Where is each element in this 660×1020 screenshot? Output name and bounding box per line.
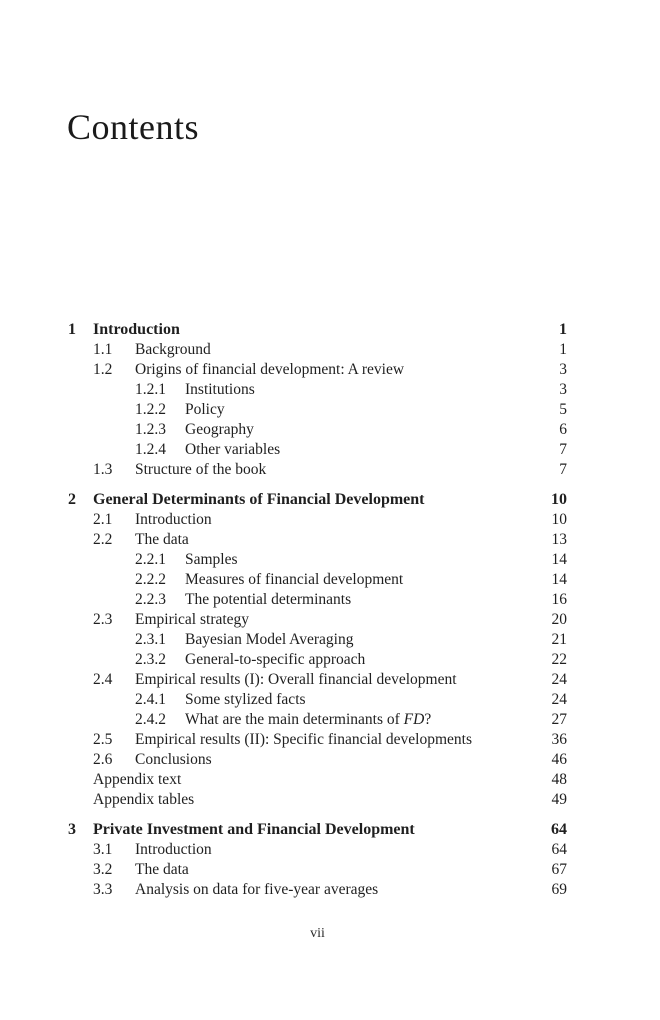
entry-page-number: 3 <box>559 361 567 378</box>
entry-page-number: 69 <box>551 881 567 898</box>
entry-page-number: 67 <box>551 861 567 878</box>
entry-page-number: 1 <box>559 341 567 358</box>
toc-row <box>68 730 567 750</box>
entry-number: 2.4.2 <box>135 711 166 728</box>
toc-chapter <box>68 320 567 480</box>
entry-number: 1.2.2 <box>135 401 166 418</box>
toc-row <box>68 630 567 650</box>
entry-number: 2.4 <box>93 671 113 688</box>
toc-row <box>68 670 567 690</box>
entry-title: Empirical results (II): Specific financial developments <box>135 731 473 748</box>
toc-row <box>68 860 567 880</box>
entry-title: General-to-specific approach <box>185 651 366 668</box>
entry-title: Policy <box>185 401 225 418</box>
chapter-page-number: 64 <box>551 821 567 838</box>
toc-row <box>68 400 567 420</box>
entry-page-number: 48 <box>551 771 567 788</box>
entry-title: Appendix tables <box>93 791 195 808</box>
toc-chapter-heading-row <box>68 820 567 840</box>
toc-chapter-heading-row <box>68 490 567 510</box>
entry-page-number: 7 <box>559 461 567 478</box>
entry-number: 2.4.1 <box>135 691 166 708</box>
entry-title: Bayesian Model Averaging <box>185 631 354 648</box>
page-title: Contents <box>67 107 200 148</box>
entry-title: Introduction <box>135 511 212 528</box>
entry-number: 2.3 <box>93 611 113 628</box>
entry-number: 1.2.4 <box>135 441 166 458</box>
chapter-page-number: 1 <box>559 321 567 338</box>
chapter-title: Introduction <box>93 321 180 338</box>
entry-page-number: 3 <box>559 381 567 398</box>
entry-page-number: 14 <box>551 551 567 568</box>
entry-title: Other variables <box>185 441 281 458</box>
toc-row <box>68 510 567 530</box>
toc-row <box>68 790 567 810</box>
toc-row <box>68 840 567 860</box>
toc-chapter-heading-row <box>68 320 567 340</box>
toc-row <box>68 530 567 550</box>
entry-title: Conclusions <box>135 751 212 768</box>
entry-page-number: 5 <box>559 401 567 418</box>
entry-number: 3.3 <box>93 881 113 898</box>
entry-title: Origins of financial development: A review <box>135 361 405 378</box>
footer-page-number: vii <box>310 926 325 941</box>
entry-title: Empirical results (I): Overall financial development <box>135 671 457 688</box>
chapter-title: Private Investment and Financial Development <box>93 821 415 838</box>
toc-row <box>68 380 567 400</box>
entry-title: Institutions <box>185 381 255 398</box>
entry-page-number: 16 <box>551 591 567 608</box>
toc-row <box>68 750 567 770</box>
entry-page-number: 46 <box>551 751 567 768</box>
entry-page-number: 22 <box>551 651 567 668</box>
entry-page-number: 14 <box>551 571 567 588</box>
toc-row <box>68 440 567 460</box>
toc-chapter <box>68 820 567 900</box>
entry-number: 2.2.2 <box>135 571 166 588</box>
entry-title: Measures of financial development <box>185 571 404 588</box>
entry-page-number: 10 <box>551 511 567 528</box>
entry-title: Introduction <box>135 841 212 858</box>
entry-title: The data <box>135 531 189 548</box>
entry-number: 1.3 <box>93 461 113 478</box>
entry-title: Structure of the book <box>135 461 267 478</box>
toc-row <box>68 770 567 790</box>
entry-page-number: 6 <box>559 421 567 438</box>
toc-row <box>68 570 567 590</box>
entry-number: 3.2 <box>93 861 113 878</box>
toc-row <box>68 610 567 630</box>
entry-title: The data <box>135 861 189 878</box>
entry-page-number: 49 <box>551 791 567 808</box>
entry-page-number: 21 <box>551 631 567 648</box>
entry-page-number: 24 <box>551 691 567 708</box>
toc-row <box>68 650 567 670</box>
toc-row <box>68 360 567 380</box>
toc-row <box>68 420 567 440</box>
entry-title: Empirical strategy <box>135 611 250 628</box>
entry-title: The potential determinants <box>185 591 352 608</box>
entry-page-number: 36 <box>551 731 567 748</box>
entry-number: 2.2 <box>93 531 113 548</box>
entry-title: Appendix text <box>93 771 182 788</box>
entry-number: 2.3.1 <box>135 631 166 648</box>
entry-page-number: 20 <box>551 611 567 628</box>
entry-title: Samples <box>185 551 238 568</box>
entry-page-number: 7 <box>559 441 567 458</box>
entry-number: 1.2.3 <box>135 421 166 438</box>
chapter-page-number: 10 <box>551 491 567 508</box>
chapter-number: 1 <box>68 321 76 338</box>
toc-row <box>68 340 567 360</box>
entry-title: Geography <box>185 421 254 438</box>
toc-row <box>68 590 567 610</box>
toc-chapter <box>68 490 567 810</box>
toc-row <box>68 460 567 480</box>
entry-page-number: 27 <box>551 711 567 728</box>
entry-title: Background <box>135 341 211 358</box>
entry-number: 1.2 <box>93 361 113 378</box>
toc <box>68 320 567 900</box>
entry-title: Some stylized facts <box>185 691 306 708</box>
entry-number: 1.2.1 <box>135 381 166 398</box>
entry-number: 2.1 <box>93 511 113 528</box>
chapter-title: General Determinants of Financial Development <box>93 491 425 508</box>
entry-number: 2.3.2 <box>135 651 166 668</box>
chapter-number: 3 <box>68 821 76 838</box>
entry-page-number: 24 <box>551 671 567 688</box>
entry-title: Analysis on data for five-year averages <box>135 881 379 898</box>
entry-number: 2.2.3 <box>135 591 166 608</box>
entry-title: What are the main determinants of FD? <box>185 711 432 728</box>
entry-number: 2.6 <box>93 751 113 768</box>
toc-row <box>68 880 567 900</box>
entry-page-number: 13 <box>551 531 567 548</box>
entry-number: 1.1 <box>93 341 113 358</box>
toc-row <box>68 710 567 730</box>
entry-number: 3.1 <box>93 841 113 858</box>
entry-page-number: 64 <box>551 841 567 858</box>
toc-row <box>68 690 567 710</box>
entry-number: 2.5 <box>93 731 113 748</box>
toc-row <box>68 550 567 570</box>
chapter-number: 2 <box>68 491 76 508</box>
entry-number: 2.2.1 <box>135 551 166 568</box>
